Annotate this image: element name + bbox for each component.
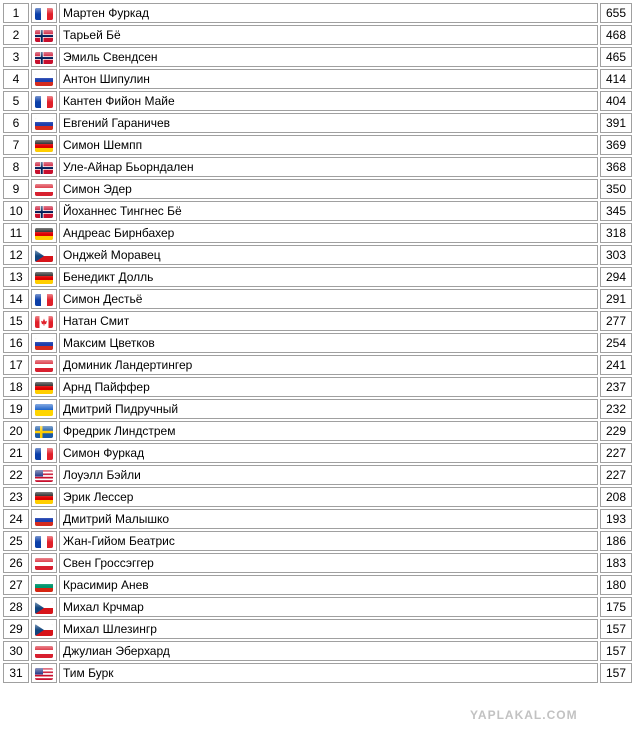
flag-cell [31, 201, 57, 221]
points-cell: 193 [600, 509, 632, 529]
points-cell: 229 [600, 421, 632, 441]
flag-germany-icon [35, 382, 53, 394]
table-row [3, 69, 632, 89]
flag-sweden-icon [35, 426, 53, 438]
flag-norway-icon [35, 206, 53, 218]
points-cell: 237 [600, 377, 632, 397]
flag-cell [31, 25, 57, 45]
flag-cell [31, 311, 57, 331]
points-cell: 655 [600, 3, 632, 23]
table-row [3, 157, 632, 177]
points-cell: 294 [600, 267, 632, 287]
rank-cell: 17 [3, 355, 29, 375]
points-cell: 227 [600, 465, 632, 485]
athlete-name: Симон Фуркад [59, 443, 598, 463]
flag-ukraine-icon [35, 404, 53, 416]
points-cell: 277 [600, 311, 632, 331]
table-row [3, 575, 632, 595]
rank-cell: 2 [3, 25, 29, 45]
flag-cell [31, 355, 57, 375]
athlete-name: Уле-Айнар Бьорндален [59, 157, 598, 177]
flag-cell [31, 597, 57, 617]
rank-cell: 20 [3, 421, 29, 441]
table-row [3, 421, 632, 441]
table-row [3, 223, 632, 243]
flag-cell [31, 223, 57, 243]
athlete-name: Эмиль Свендсен [59, 47, 598, 67]
athlete-name: Доминик Ландертингер [59, 355, 598, 375]
flag-cell [31, 663, 57, 683]
rank-cell: 25 [3, 531, 29, 551]
athlete-name: Йоханнес Тингнес Бё [59, 201, 598, 221]
points-cell: 414 [600, 69, 632, 89]
rank-cell: 3 [3, 47, 29, 67]
athlete-name: Онджей Моравец [59, 245, 598, 265]
points-cell: 318 [600, 223, 632, 243]
points-cell: 241 [600, 355, 632, 375]
rank-cell: 12 [3, 245, 29, 265]
athlete-name: Антон Шипулин [59, 69, 598, 89]
table-row [3, 553, 632, 573]
table-row [3, 531, 632, 551]
rank-cell: 10 [3, 201, 29, 221]
rank-cell: 26 [3, 553, 29, 573]
flag-france-icon [35, 448, 53, 460]
flag-cell [31, 509, 57, 529]
athlete-name: Мартен Фуркад [59, 3, 598, 23]
flag-france-icon [35, 96, 53, 108]
flag-cell [31, 267, 57, 287]
table-row [3, 663, 632, 683]
athlete-name: Джулиан Эберхард [59, 641, 598, 661]
athlete-name: Лоуэлл Бэйли [59, 465, 598, 485]
table-row [3, 245, 632, 265]
table-row [3, 619, 632, 639]
table-row [3, 377, 632, 397]
rank-cell: 13 [3, 267, 29, 287]
athlete-name: Андреас Бирнбахер [59, 223, 598, 243]
rank-cell: 31 [3, 663, 29, 683]
athlete-name: Жан-Гийом Беатрис [59, 531, 598, 551]
flag-cell [31, 3, 57, 23]
flag-austria-icon [35, 360, 53, 372]
points-cell: 227 [600, 443, 632, 463]
rank-cell: 5 [3, 91, 29, 111]
flag-cell [31, 47, 57, 67]
flag-russia-icon [35, 118, 53, 130]
points-cell: 391 [600, 113, 632, 133]
points-cell: 404 [600, 91, 632, 111]
flag-bulgaria-icon [35, 580, 53, 592]
flag-norway-icon [35, 30, 53, 42]
flag-canada-icon [35, 316, 53, 328]
flag-cell [31, 157, 57, 177]
flag-cell [31, 619, 57, 639]
points-cell: 345 [600, 201, 632, 221]
standings-table [1, 1, 634, 685]
flag-cell [31, 421, 57, 441]
flag-cell [31, 135, 57, 155]
rank-cell: 6 [3, 113, 29, 133]
flag-germany-icon [35, 272, 53, 284]
athlete-name: Симон Шемпп [59, 135, 598, 155]
table-row [3, 509, 632, 529]
rank-cell: 14 [3, 289, 29, 309]
table-row [3, 333, 632, 353]
rank-cell: 1 [3, 3, 29, 23]
table-row [3, 311, 632, 331]
athlete-name: Фредрик Линдстрем [59, 421, 598, 441]
table-row [3, 201, 632, 221]
rank-cell: 19 [3, 399, 29, 419]
flag-cell [31, 553, 57, 573]
table-row [3, 179, 632, 199]
flag-russia-icon [35, 74, 53, 86]
points-cell: 468 [600, 25, 632, 45]
rank-cell: 4 [3, 69, 29, 89]
table-row [3, 487, 632, 507]
flag-russia-icon [35, 514, 53, 526]
points-cell: 157 [600, 641, 632, 661]
table-row [3, 443, 632, 463]
flag-cell [31, 69, 57, 89]
flag-usa-icon [35, 668, 53, 680]
flag-austria-icon [35, 184, 53, 196]
table-row [3, 135, 632, 155]
athlete-name: Натан Смит [59, 311, 598, 331]
athlete-name: Тим Бурк [59, 663, 598, 683]
points-cell: 208 [600, 487, 632, 507]
athlete-name: Дмитрий Малышко [59, 509, 598, 529]
flag-usa-icon [35, 470, 53, 482]
rank-cell: 16 [3, 333, 29, 353]
points-cell: 368 [600, 157, 632, 177]
flag-czech-icon [35, 250, 53, 262]
points-cell: 175 [600, 597, 632, 617]
points-cell: 232 [600, 399, 632, 419]
athlete-name: Симон Эдер [59, 179, 598, 199]
table-row [3, 91, 632, 111]
athlete-name: Евгений Гараничев [59, 113, 598, 133]
rank-cell: 30 [3, 641, 29, 661]
flag-germany-icon [35, 492, 53, 504]
points-cell: 465 [600, 47, 632, 67]
flag-cell [31, 443, 57, 463]
rank-cell: 11 [3, 223, 29, 243]
standings-body [3, 3, 632, 683]
flag-cell [31, 487, 57, 507]
points-cell: 291 [600, 289, 632, 309]
rank-cell: 8 [3, 157, 29, 177]
points-cell: 254 [600, 333, 632, 353]
points-cell: 303 [600, 245, 632, 265]
points-cell: 157 [600, 619, 632, 639]
flag-czech-icon [35, 602, 53, 614]
flag-austria-icon [35, 646, 53, 658]
athlete-name: Дмитрий Пидручный [59, 399, 598, 419]
flag-cell [31, 91, 57, 111]
flag-germany-icon [35, 228, 53, 240]
rank-cell: 29 [3, 619, 29, 639]
flag-france-icon [35, 8, 53, 20]
flag-france-icon [35, 294, 53, 306]
flag-cell [31, 377, 57, 397]
flag-cell [31, 289, 57, 309]
athlete-name: Михал Шлезингр [59, 619, 598, 639]
flag-cell [31, 179, 57, 199]
flag-cell [31, 113, 57, 133]
table-row [3, 47, 632, 67]
table-row [3, 399, 632, 419]
flag-cell [31, 333, 57, 353]
flag-cell [31, 575, 57, 595]
table-row [3, 267, 632, 287]
flag-norway-icon [35, 162, 53, 174]
points-cell: 157 [600, 663, 632, 683]
rank-cell: 21 [3, 443, 29, 463]
rank-cell: 9 [3, 179, 29, 199]
points-cell: 180 [600, 575, 632, 595]
flag-cell [31, 245, 57, 265]
table-row [3, 289, 632, 309]
athlete-name: Красимир Анев [59, 575, 598, 595]
rank-cell: 28 [3, 597, 29, 617]
athlete-name: Эрик Лессер [59, 487, 598, 507]
flag-cell [31, 465, 57, 485]
table-row [3, 641, 632, 661]
flag-cell [31, 531, 57, 551]
table-row [3, 355, 632, 375]
athlete-name: Свен Гроссэггер [59, 553, 598, 573]
athlete-name: Максим Цветков [59, 333, 598, 353]
rank-cell: 23 [3, 487, 29, 507]
table-row [3, 25, 632, 45]
rank-cell: 18 [3, 377, 29, 397]
athlete-name: Михал Крчмар [59, 597, 598, 617]
watermark: YAPLAKAL.COM [470, 708, 578, 722]
rank-cell: 15 [3, 311, 29, 331]
athlete-name: Бенедикт Долль [59, 267, 598, 287]
table-row [3, 597, 632, 617]
athlete-name: Тарьей Бё [59, 25, 598, 45]
table-row [3, 465, 632, 485]
athlete-name: Кантен Фийон Майе [59, 91, 598, 111]
flag-russia-icon [35, 338, 53, 350]
flag-france-icon [35, 536, 53, 548]
flag-germany-icon [35, 140, 53, 152]
points-cell: 369 [600, 135, 632, 155]
points-cell: 350 [600, 179, 632, 199]
athlete-name: Симон Дестьё [59, 289, 598, 309]
rank-cell: 22 [3, 465, 29, 485]
flag-austria-icon [35, 558, 53, 570]
rank-cell: 24 [3, 509, 29, 529]
table-row [3, 3, 632, 23]
rank-cell: 27 [3, 575, 29, 595]
flag-czech-icon [35, 624, 53, 636]
points-cell: 183 [600, 553, 632, 573]
flag-cell [31, 641, 57, 661]
rank-cell: 7 [3, 135, 29, 155]
table-row [3, 113, 632, 133]
flag-norway-icon [35, 52, 53, 64]
flag-cell [31, 399, 57, 419]
points-cell: 186 [600, 531, 632, 551]
athlete-name: Арнд Пайффер [59, 377, 598, 397]
